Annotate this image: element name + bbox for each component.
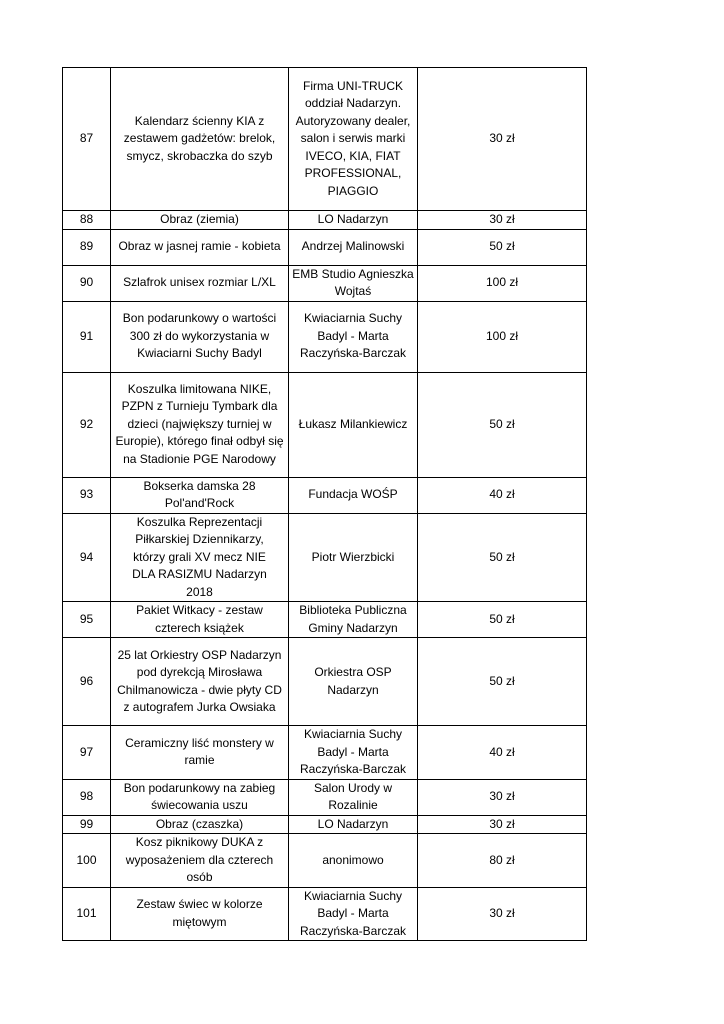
auction-items-table <box>62 67 587 941</box>
table-row <box>63 265 587 301</box>
table-row <box>63 211 587 230</box>
starting-price: 40 zł <box>418 477 587 513</box>
item-description: Pakiet Witkacy - zestaw czterech książek <box>111 602 289 638</box>
table-row <box>63 372 587 477</box>
starting-price: 50 zł <box>418 372 587 477</box>
table-row <box>63 815 587 834</box>
starting-price: 50 zł <box>418 513 587 602</box>
starting-price: 50 zł <box>418 602 587 638</box>
item-description: Ceramiczny liść monstery w ramie <box>111 726 289 780</box>
donor-name: Łukasz Milankiewicz <box>289 372 418 477</box>
item-description: Bokserka damska 28 Pol'and'Rock <box>111 477 289 513</box>
starting-price: 50 zł <box>418 638 587 726</box>
donor-name: EMB Studio Agnieszka Wojtaś <box>289 265 418 301</box>
starting-price: 30 zł <box>418 211 587 230</box>
donor-name: LO Nadarzyn <box>289 815 418 834</box>
row-number: 97 <box>63 726 111 780</box>
starting-price: 100 zł <box>418 265 587 301</box>
row-number: 99 <box>63 815 111 834</box>
item-description: Obraz (ziemia) <box>111 211 289 230</box>
starting-price: 50 zł <box>418 229 587 265</box>
donor-name: anonimowo <box>289 834 418 888</box>
table-row <box>63 726 587 780</box>
starting-price: 30 zł <box>418 779 587 815</box>
item-description: Obraz w jasnej ramie - kobieta <box>111 229 289 265</box>
row-number: 100 <box>63 834 111 888</box>
table-row <box>63 513 587 602</box>
table-row <box>63 301 587 372</box>
starting-price: 40 zł <box>418 726 587 780</box>
row-number: 88 <box>63 211 111 230</box>
row-number: 93 <box>63 477 111 513</box>
item-description: Koszulka Reprezentacji Piłkarskiej Dziennikarzy, którzy grali XV mecz NIE DLA RASIZMU Nadarzyn 2018 <box>111 513 289 602</box>
donor-name: Biblioteka Publiczna Gminy Nadarzyn <box>289 602 418 638</box>
item-description: 25 lat Orkiestry OSP Nadarzyn pod dyrekcją Mirosława Chilmanowicza - dwie płyty CD z autografem Jurka Owsiaka <box>111 638 289 726</box>
item-description: Zestaw świec w kolorze miętowym <box>111 887 289 941</box>
table-row <box>63 602 587 638</box>
starting-price: 100 zł <box>418 301 587 372</box>
row-number: 92 <box>63 372 111 477</box>
item-description: Bon podarunkowy o wartości 300 zł do wykorzystania w Kwiaciarni Suchy Badyl <box>111 301 289 372</box>
item-description: Koszulka limitowana NIKE, PZPN z Turnieju Tymbark dla dzieci (największy turniej w Europie), którego finał odbył się na Stadionie PGE Narodowy <box>111 372 289 477</box>
row-number: 90 <box>63 265 111 301</box>
starting-price: 30 zł <box>418 887 587 941</box>
donor-name: Orkiestra OSP Nadarzyn <box>289 638 418 726</box>
starting-price: 30 zł <box>418 68 587 211</box>
donor-name: Kwiaciarnia Suchy Badyl - Marta Raczyńska-Barczak <box>289 301 418 372</box>
table-row <box>63 638 587 726</box>
donor-name: LO Nadarzyn <box>289 211 418 230</box>
table-row <box>63 834 587 888</box>
table-row <box>63 68 587 211</box>
item-description: Bon podarunkowy na zabieg świecowania uszu <box>111 779 289 815</box>
row-number: 101 <box>63 887 111 941</box>
item-description: Kosz piknikowy DUKA z wyposażeniem dla czterech osób <box>111 834 289 888</box>
table-row <box>63 477 587 513</box>
table-row <box>63 229 587 265</box>
row-number: 87 <box>63 68 111 211</box>
donor-name: Andrzej Malinowski <box>289 229 418 265</box>
table-row <box>63 779 587 815</box>
item-description: Kalendarz ścienny KIA z zestawem gadżetów: brelok, smycz, skrobaczka do szyb <box>111 68 289 211</box>
row-number: 91 <box>63 301 111 372</box>
starting-price: 30 zł <box>418 815 587 834</box>
donor-name: Salon Urody w Rozalinie <box>289 779 418 815</box>
donor-name: Fundacja WOŚP <box>289 477 418 513</box>
row-number: 89 <box>63 229 111 265</box>
item-description: Obraz (czaszka) <box>111 815 289 834</box>
table-row <box>63 887 587 941</box>
starting-price: 80 zł <box>418 834 587 888</box>
donor-name: Kwiaciarnia Suchy Badyl - Marta Raczyńska-Barczak <box>289 726 418 780</box>
donor-name: Kwiaciarnia Suchy Badyl - Marta Raczyńska-Barczak <box>289 887 418 941</box>
row-number: 94 <box>63 513 111 602</box>
row-number: 96 <box>63 638 111 726</box>
donor-name: Piotr Wierzbicki <box>289 513 418 602</box>
item-description: Szlafrok unisex rozmiar L/XL <box>111 265 289 301</box>
donor-name: Firma UNI-TRUCK oddział Nadarzyn. Autoryzowany dealer, salon i serwis marki IVECO, KIA, FIAT PROFESSIONAL, PIAGGIO <box>289 68 418 211</box>
row-number: 95 <box>63 602 111 638</box>
row-number: 98 <box>63 779 111 815</box>
